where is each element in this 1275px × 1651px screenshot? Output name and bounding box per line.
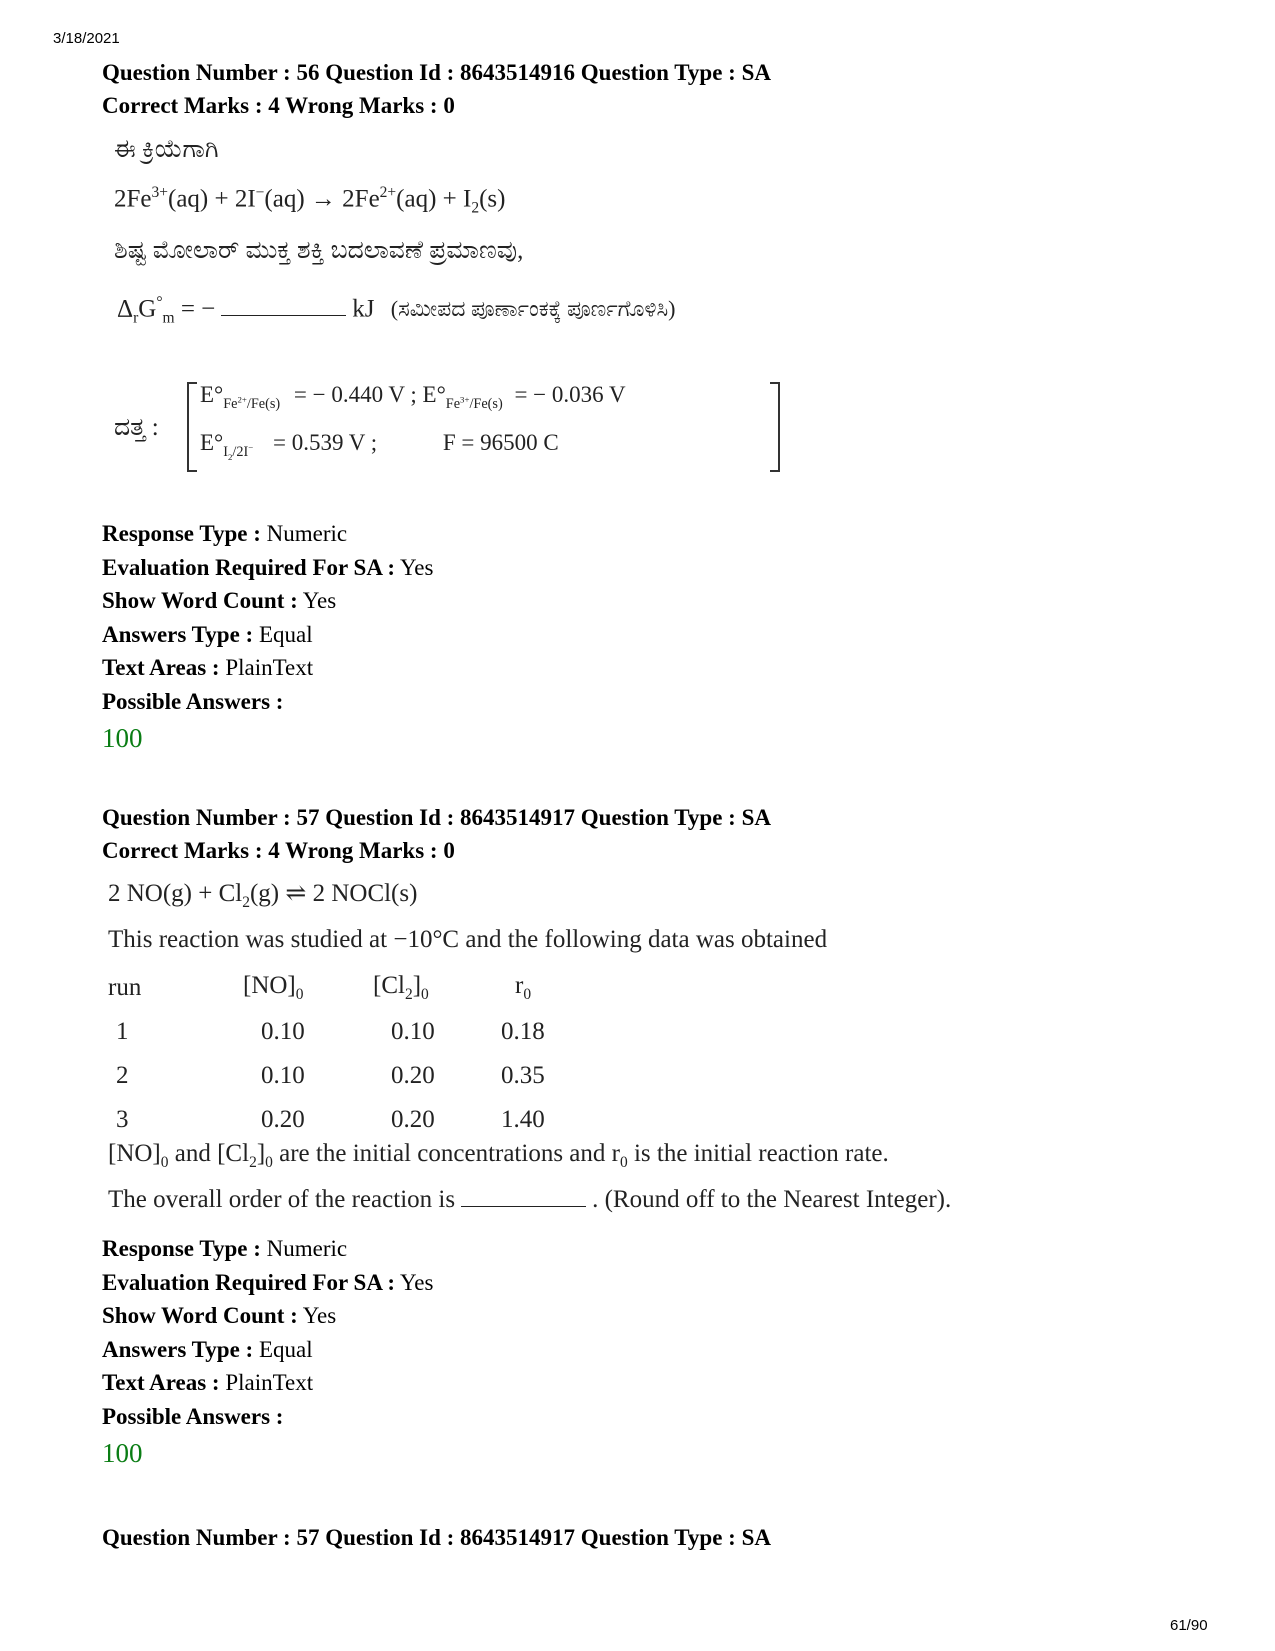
question-57-header xyxy=(102,801,771,867)
delta-g-expression: $\Delta_rG^\circ_m$ = − kJ (ಸಮೀಪದ ಪೂರ್ಣಾಂಕಕ್ಕೆ ಪೂರ್ಣಗೊಳಿಸಿ) xyxy=(117,294,676,327)
meta-text-areas: Text Areas : PlainText xyxy=(102,655,314,680)
question-56-header xyxy=(102,56,771,122)
kannada-standard-free-energy: ಶಿಷ್ಟ ಮೋಲಾರ್ ಮುಕ್ತ ಶಕ್ತಿ ಬದಲಾವಣೆ ಪ್ರಮಾಣವು, xyxy=(114,237,524,264)
reaction-equation: $2Fe^{3+}(aq) + 2I^-(aq) \to 2Fe^{2+}(aq) + I_2(s)$ xyxy=(114,184,506,217)
initial-conditions-note: $[NO]_0$ and $[Cl_2]_0$ are the initial concentrations and $r_0$ is the initial reaction rate. xyxy=(108,1140,889,1171)
question-header: Question Number : 57 Question Id : 8643514917 Question Type : SA xyxy=(102,1525,771,1550)
table-row: 1 0.10 0.10 0.18 xyxy=(116,1018,545,1045)
meta-possible-answers: Possible Answers : xyxy=(102,1403,284,1429)
possible-answer: 100 xyxy=(102,1438,143,1468)
question-57-meta xyxy=(102,1232,433,1471)
given-row-1: $E^\circ_{Fe^{2+}/Fe(s)}$ = − 0.440 V ; $E^\circ_{Fe^{3+}/Fe(s)}$ = − 0.036 V xyxy=(200,382,626,412)
given-label: ದತ್ತ : xyxy=(114,414,159,441)
meta-possible-answers: Possible Answers : xyxy=(102,688,284,714)
meta-answers-type: Answers Type : Equal xyxy=(102,1336,313,1362)
rate-data-table xyxy=(108,966,615,1142)
question-header: Question Number : 57 Question Id : 8643514917 Question Type : SA xyxy=(102,805,771,830)
question-header: Question Number : 56 Question Id : 8643514916 Question Type : SA xyxy=(102,60,771,85)
right-bracket xyxy=(770,382,780,472)
meta-response-type: Response Type : Numeric xyxy=(102,1236,348,1261)
question-56-meta xyxy=(102,517,433,756)
answer-blank xyxy=(221,299,346,316)
left-bracket xyxy=(187,382,197,472)
meta-text-areas: Text Areas : PlainText xyxy=(102,1370,314,1395)
kannada-intro: ಈ ಕ್ರಿಯೆಗಾಗಿ xyxy=(114,136,219,163)
table-row: 3 0.20 0.20 1.40 xyxy=(116,1106,545,1133)
meta-show-word-count: Show Word Count : Yes xyxy=(102,588,337,613)
page-number: 61/90 xyxy=(1170,1617,1208,1634)
answer-blank xyxy=(461,1190,586,1207)
table-header-row xyxy=(108,966,615,1010)
meta-response-type: Response Type : Numeric xyxy=(102,521,348,546)
col-header: $[Cl_2]_0$ xyxy=(373,972,429,1003)
given-row-2: $E^\circ_{I_2/2I^-} = 0.539$ V ; F = 96500 C xyxy=(200,430,559,462)
print-date: 3/18/2021 xyxy=(53,30,120,47)
meta-evaluation-required: Evaluation Required For SA : Yes xyxy=(102,1269,434,1295)
question-57-repeat-header xyxy=(102,1521,771,1554)
meta-show-word-count: Show Word Count : Yes xyxy=(102,1303,337,1328)
question-marks: Correct Marks : 4 Wrong Marks : 0 xyxy=(102,838,455,863)
col-header: $r_0$ xyxy=(515,972,532,1003)
overall-order-question: The overall order of the reaction is . (Round off to the Nearest Integer). xyxy=(108,1186,952,1213)
meta-answers-type: Answers Type : Equal xyxy=(102,621,313,647)
question-marks: Correct Marks : 4 Wrong Marks : 0 xyxy=(102,93,455,118)
col-header: $[NO]_0$ xyxy=(243,972,304,1003)
reaction-equation: 2 $NO(g) + Cl_2(g)$ ⇌ 2 NOCl(s) xyxy=(108,880,418,911)
possible-answer: 100 xyxy=(102,723,143,753)
col-header: run xyxy=(108,974,142,1001)
table-row: 2 0.10 0.20 0.35 xyxy=(116,1062,545,1089)
study-conditions: This reaction was studied at −10°C and the following data was obtained xyxy=(108,926,828,953)
meta-evaluation-required: Evaluation Required For SA : Yes xyxy=(102,554,434,580)
